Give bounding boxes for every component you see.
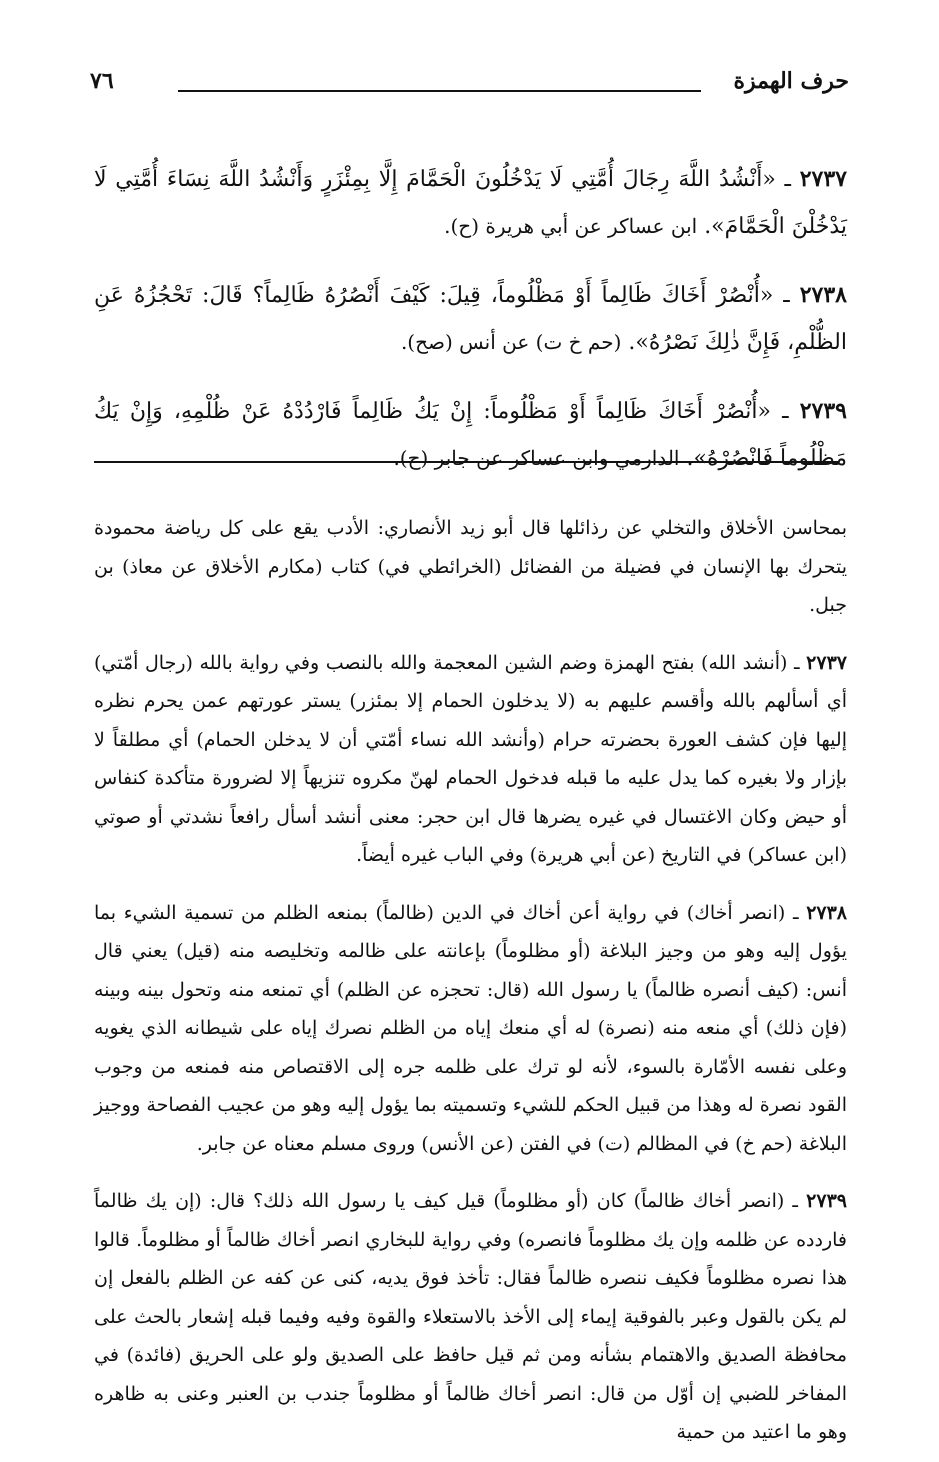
hadith-number: ٢٧٣٨	[799, 282, 847, 308]
hadith-text: «أُنْصُرْ أَخَاكَ ظَالِماً أَوْ مَظْلُوماً، قِيلَ: كَيْفَ أَنْصُرُهُ ظَالِماً؟ قَالَ: تَحْجُزُهُ عَنِ الظُّلْمِ، فَإِنَّ ذٰلِكَ نَصْرُهُ».	[94, 283, 847, 355]
note-text: (انصر أخاك) في رواية أعن أخاك في الدين (ظالماً) بمنعه الظلم من تسمية الشيء بما يؤول إليه وهو من وجيز البلاغة (أو مظلوماً) بإعانته على ظالمه وتخليصه منه (قيل) يعني قال أنس: (كيف أنصره ظالماً) يا رسول الله (قال: تحجزه عن الظلم) أي تمنعه منه وتحول بينه وبينه (فإن ذلك) أي منعه منه (نصرة) له أي منعك إياه من الظلم نصرك إياه على شيطانه الذي يغويه وعلى نفسه الأمّارة بالسوء، لأنه لو ترك على ظلمه جره إلى الاقتصاص منه فمنعه من وجوب القود نصرة له وهذا من قبيل الحكم للشيء وتسميته بما يؤول إليه وهو من عجيب الفصاحة ووجيز البلاغة (حم خ) في المظالم (ت) في الفتن (عن الأنس) وروى مسلم معناه عن جابر.	[94, 901, 847, 1155]
chapter-title: حرف الهمزة	[733, 68, 849, 94]
note-number: ٢٧٣٨	[806, 901, 848, 924]
hadith-number: ٢٧٣٧	[799, 166, 847, 192]
hadith-entry: ٢٧٣٩ ـ «أُنْصُرْ أَخَاكَ ظَالِماً أَوْ مَظْلُوماً: إِنْ يَكُ ظَالِماً فَارْدُدْهُ عَنْ ظُلْمِهِ، وَإِنْ يَكُ مَظْلُوماً فَانْصُرْهُ». الدارمي وابن عساكر عن جابر (ح).	[94, 398, 847, 471]
hadith-entry: ٢٧٣٨ ـ «أُنْصُرْ أَخَاكَ ظَالِماً أَوْ مَظْلُوماً، قِيلَ: كَيْفَ أَنْصُرُهُ ظَالِماً؟ قَالَ: تَحْجُزُهُ عَنِ الظُّلْمِ، فَإِنَّ ذٰلِكَ نَصْرُهُ». (حم خ ت) عن أنس (صح).	[94, 282, 847, 355]
hadith-text: «أُنْصُرْ أَخَاكَ ظَالِماً أَوْ مَظْلُوماً: إِنْ يَكُ ظَالِماً فَارْدُدْهُ عَنْ ظُلْمِهِ، وَإِنْ يَكُ مَظْلُوماً فَانْصُرْهُ».	[94, 399, 847, 471]
hadith-source: ابن عساكر عن أبي هريرة (ح).	[444, 214, 698, 238]
note-number: ٢٧٣٧	[806, 651, 847, 674]
hadith-source: (حم خ ت) عن أنس (صح).	[400, 330, 622, 354]
section-divider	[94, 461, 839, 463]
hadith-entry: ٢٧٣٧ ـ «أَنْشُدُ اللَّهَ رِجَالَ أُمَّتِي لَا يَدْخُلُونَ الْحَمَّامَ إِلَّا بِمِئْزَرٍ وَأَنْشُدُ اللَّهَ نِسَاءَ أُمَّتِي لَا يَدْخُلْنَ الْحَمَّامَ». ابن عساكر عن أبي هريرة (ح).	[94, 166, 847, 239]
page-header	[90, 68, 849, 104]
hadith-text: «أَنْشُدُ اللَّهَ رِجَالَ أُمَّتِي لَا يَدْخُلُونَ الْحَمَّامَ إِلَّا بِمِئْزَرٍ وَأَنْشُدُ اللَّهَ نِسَاءَ أُمَّتِي لَا يَدْخُلْنَ الْحَمَّامَ».	[94, 167, 847, 239]
hadith-number: ٢٧٣٩	[799, 398, 847, 424]
hadith-section	[94, 134, 847, 494]
commentary-intro: بمحاسن الأخلاق والتخلي عن رذائلها قال أبو زيد الأنصاري: الأدب يقع على كل رياضة محمودة يتحرك بها الإنسان في فضيلة من الفضائل (الخرائطي في) كتاب (مكارم الأخلاق عن معاذ) بن جبل.	[94, 517, 847, 616]
commentary-section	[94, 490, 847, 1462]
hadith-source: الدارمي وابن عساكر عن جابر (ح).	[393, 446, 680, 470]
note-text: (أنشد الله) بفتح الهمزة وضم الشين المعجمة والله بالنصب وفي رواية بالله (رجال أمّتي) أي أسألهم بالله وأقسم عليهم به (لا يدخلون الحمام إلا بمئزر) يستر عورتهم عمن يحرم نظره إليها فإن كشف العورة بحضرته حرام (وأنشد الله نساء أمّتي أن لا يدخلن الحمام) أي مطلقاً لا بإزار ولا بغيره كما يدل عليه ما قبله فدخول الحمام لهنّ مكروه تنزيهاً إلا لضرورة متأكدة كنفاس أو حيض وكان الاغتسال في غيره يضرها قال ابن حجر: معنى أنشد أسأل رافعاً نشدتي أو صوتي (ابن عساكر) في التاريخ (عن أبي هريرة) وفي الباب غيره أيضاً.	[94, 651, 847, 866]
commentary-note: ٢٧٣٧ ـ (أنشد الله) بفتح الهمزة وضم الشين المعجمة والله بالنصب وفي رواية بالله (رجال أمّتي) أي أسألهم بالله وأقسم عليهم به (لا يدخلون الحمام إلا بمئزر) يستر عورتهم عمن يحرم نظره إليها فإن كشف العورة بحضرته حرام (وأنشد الله نساء أمّتي أن لا يدخلن الحمام) أي مطلقاً لا بإزار ولا بغيره كما يدل عليه ما قبله فدخول الحمام لهنّ مكروه تنزيهاً إلا لضرورة متأكدة كنفاس أو حيض وكان الاغتسال في غيره يضرها قال ابن حجر: معنى أنشد أسأل رافعاً نشدتي أو صوتي (ابن عساكر) في التاريخ (عن أبي هريرة) وفي الباب غيره أيضاً.	[94, 651, 847, 866]
note-text: (انصر أخاك ظالماً) كان (أو مظلوماً) قيل كيف يا رسول الله ذلك؟ قال: (إن يك ظالماً فاردده عن ظلمه وإن يك مظلوماً فانصره) وفي رواية للبخاري انصر أخاك ظالماً أو مظلوماً. قالوا هذا نصره مظلوماً فكيف ننصره ظالماً فقال: تأخذ فوق يديه، كنى عن كفه عن الظلم بالفعل إن لم يكن بالقول وعبر بالفوقية إيماء إلى الأخذ بالاستعلاء والقوة وفيه وفيما قبله إشعار بالحث على محافظة الصديق والاهتمام بشأنه ومن ثم قيل حافظ على الصديق ولو على الحريق (فائدة) في المفاخر للضبي إن أوّل من قال: انصر أخاك ظالماً أو مظلوماً جندب بن العنبر وعنى به ظاهره وهو ما اعتيد من حمية	[94, 1190, 847, 1443]
header-rule	[178, 90, 701, 92]
page-number: ٧٦	[90, 68, 114, 94]
commentary-note: ٢٧٣٨ ـ (انصر أخاك) في رواية أعن أخاك في الدين (ظالماً) بمنعه الظلم من تسمية الشيء بما يؤول إليه وهو من وجيز البلاغة (أو مظلوماً) بإعانته على ظالمه وتخليصه منه (قيل) يعني قال أنس: (كيف أنصره ظالماً) يا رسول الله (قال: تحجزه عن الظلم) أي تمنعه منه وتحول بينه وبينه (فإن ذلك) أي منعه منه (نصرة) له أي منعك إياه من الظلم نصرك إياه على شيطانه الذي يغويه وعلى نفسه الأمّارة بالسوء، لأنه لو ترك على ظلمه جره إلى الاقتصاص منه فمنعه من وجوب القود نصرة له وهذا من قبيل الحكم للشيء وتسميته بما يؤول إليه وهو من عجيب الفصاحة ووجيز البلاغة (حم خ) في المظالم (ت) في الفتن (عن الأنس) وروى مسلم معناه عن جابر.	[94, 901, 848, 1155]
commentary-note: ٢٧٣٩ ـ (انصر أخاك ظالماً) كان (أو مظلوماً) قيل كيف يا رسول الله ذلك؟ قال: (إن يك ظالماً فاردده عن ظلمه وإن يك مظلوماً فانصره) وفي رواية للبخاري انصر أخاك ظالماً أو مظلوماً. قالوا هذا نصره مظلوماً فكيف ننصره ظالماً فقال: تأخذ فوق يديه، كنى عن كفه عن الظلم بالفعل إن لم يكن بالقول وعبر بالفوقية إيماء إلى الأخذ بالاستعلاء والقوة وفيه وفيما قبله إشعار بالحث على محافظة الصديق والاهتمام بشأنه ومن ثم قيل حافظ على الصديق ولو على الحريق (فائدة) في المفاخر للضبي إن أوّل من قال: انصر أخاك ظالماً أو مظلوماً جندب بن العنبر وعنى به ظاهره وهو ما اعتيد من حمية	[94, 1190, 847, 1443]
note-number: ٢٧٣٩	[806, 1190, 847, 1212]
